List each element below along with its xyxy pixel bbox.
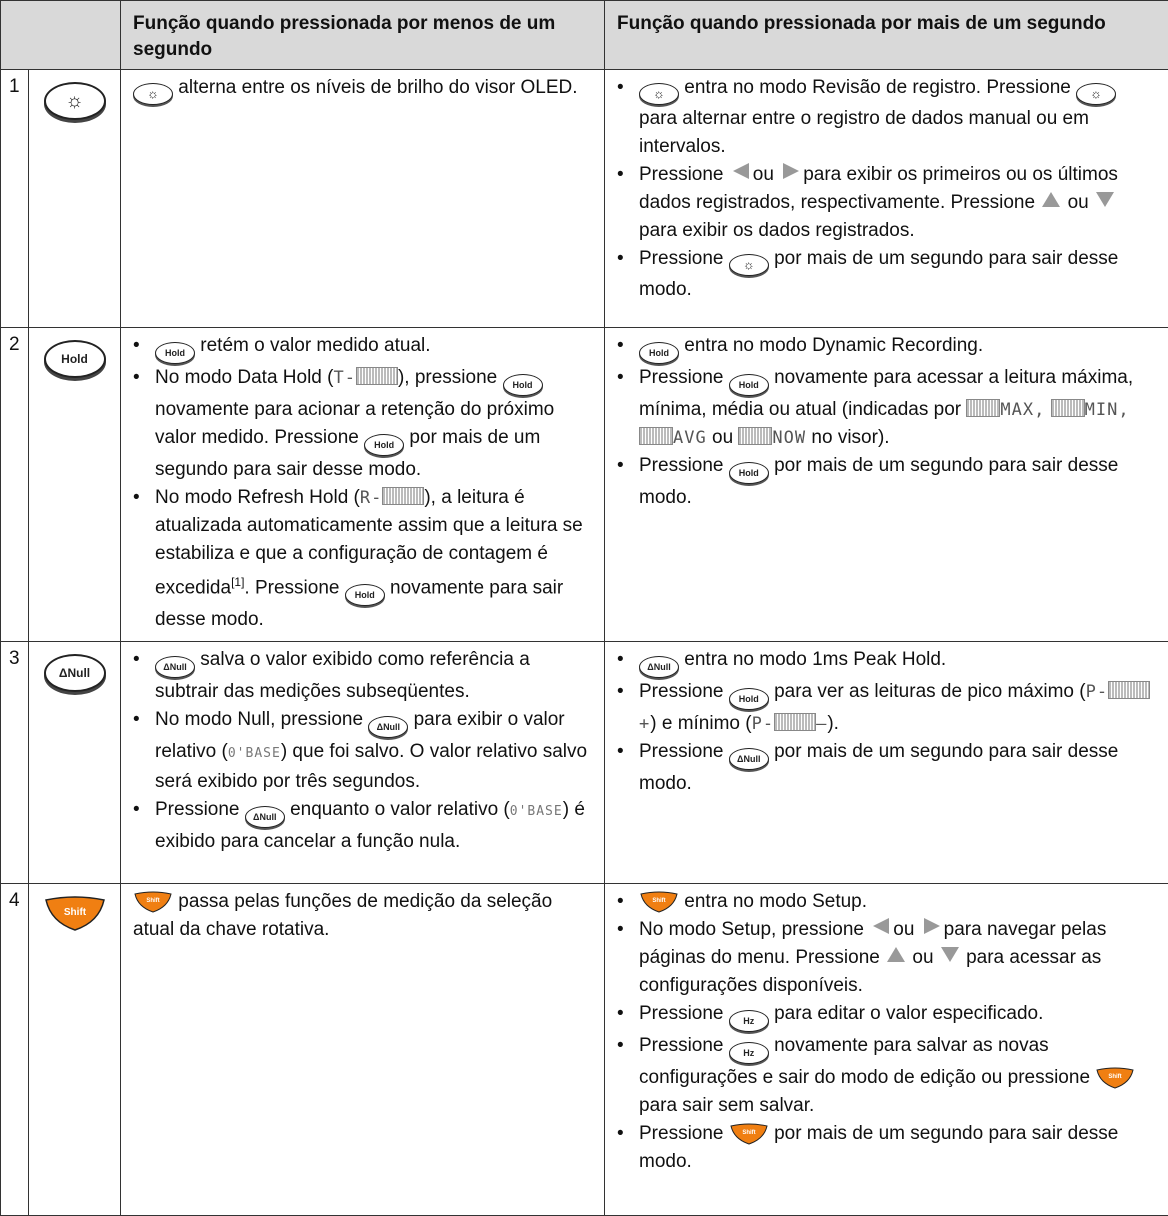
row-number: 3 xyxy=(1,642,29,884)
short-press-cell xyxy=(121,70,605,328)
key-cell xyxy=(29,328,121,642)
bullet-list xyxy=(617,888,1158,1176)
lcd-plus: + xyxy=(639,714,650,734)
short-press-cell xyxy=(121,328,605,642)
lcd-hold-segment xyxy=(356,367,398,385)
list-item: • No modo Refresh Hold (R- ), a leitura é atualizada automaticamente assim que a leitura se estabiliza e que a configuração de contagem é excedida[1]. Pressione Hold novamente para sair desse modo. xyxy=(133,484,594,634)
list-item: • Pressione Shift por mais de um segundo para sair desse modo. xyxy=(617,1120,1158,1176)
list-item: • Hold retém o valor medido atual. xyxy=(133,332,594,364)
table-header-row xyxy=(1,1,1168,70)
key-cell xyxy=(29,884,121,1216)
lcd-avg: AVG xyxy=(673,428,707,448)
shift-key-label: Shift xyxy=(1109,1074,1122,1080)
down-arrow-key-icon xyxy=(941,947,959,962)
long-press-cell xyxy=(605,328,1168,642)
up-arrow-key-icon xyxy=(887,947,905,962)
short-press-cell xyxy=(121,884,605,1216)
bullet-list xyxy=(133,646,594,856)
left-arrow-key-icon xyxy=(873,918,889,934)
footnote-ref: [1] xyxy=(231,575,244,589)
hold-key-icon: Hold xyxy=(44,340,106,378)
left-arrow-key-icon xyxy=(733,163,749,179)
backlight-key-icon: ☼ xyxy=(133,83,173,105)
shift-key-label: • Shift xyxy=(652,898,665,904)
list-item: • Shift entra no modo Setup. xyxy=(617,888,1158,916)
shift-key-icon xyxy=(639,891,679,913)
bullet-list xyxy=(617,74,1158,304)
lcd-rec-segment xyxy=(639,427,673,445)
description-text: passa pelas funções de medição da seleção atual da chave rotativa. xyxy=(133,891,552,940)
list-item: • ☼ entra no modo Revisão de registro. Pressione ☼ para alternar entre o registro de dados manual ou em intervalos. xyxy=(617,74,1158,161)
hz-key-icon: Hz xyxy=(729,1042,769,1064)
list-item: • Pressione Hold para ver as leituras de pico máximo (P-+) e mínimo (P- —). xyxy=(617,678,1158,738)
bullet-list xyxy=(133,332,594,634)
bullet-list xyxy=(617,332,1158,512)
description-text: alterna entre os níveis de brilho do visor OLED. xyxy=(178,77,577,98)
null-key-icon: ΔNull xyxy=(639,656,679,678)
hold-key-icon: Hold xyxy=(155,342,195,364)
backlight-key-icon: ☼ xyxy=(639,83,679,105)
hold-key-icon: Hold xyxy=(639,342,679,364)
null-key-icon: ΔNull xyxy=(368,716,408,738)
null-key-icon: ΔNull xyxy=(245,806,285,828)
list-item: • ΔNull entra no modo 1ms Peak Hold. xyxy=(617,646,1158,678)
lcd-hold-segment xyxy=(1108,681,1150,699)
up-arrow-key-icon xyxy=(1042,192,1060,207)
header-blank-cell xyxy=(1,1,121,70)
hold-key-icon: Hold xyxy=(364,434,404,456)
right-arrow-key-icon xyxy=(783,163,799,179)
lcd-rec-segment xyxy=(966,399,1000,417)
lcd-r-hold: R- xyxy=(360,488,382,508)
shift-key-label: Shift xyxy=(63,907,86,918)
lcd-max: MAX, xyxy=(1000,400,1045,420)
table-row xyxy=(1,642,1168,884)
table-row xyxy=(1,70,1168,328)
list-item: • ΔNull salva o valor exibido como referência a subtrair das medições subseqüentes. xyxy=(133,646,594,706)
lcd-minus: — xyxy=(816,714,827,734)
hold-key-icon: Hold xyxy=(729,688,769,710)
right-arrow-key-icon xyxy=(924,918,940,934)
lcd-min: MIN, xyxy=(1085,400,1130,420)
shift-key-label: Shift xyxy=(742,1130,755,1136)
long-press-cell xyxy=(605,642,1168,884)
null-key-icon: ΔNull xyxy=(729,748,769,770)
key-cell xyxy=(29,70,121,328)
header-short-press: Função quando pressionada por menos de um segundo xyxy=(121,1,605,70)
list-item: • Pressione ΔNull por mais de um segundo para sair desse modo. xyxy=(617,738,1158,798)
backlight-key-icon: ☼ xyxy=(44,82,106,120)
list-item: • Pressione Hold novamente para acessar a leitura máxima, mínima, média ou atual (indicadas por MAX, MIN, AVG ou NOW no visor). xyxy=(617,364,1158,452)
short-press-cell xyxy=(121,642,605,884)
lcd-base: 0'BASE xyxy=(228,746,281,761)
hz-key-icon: Hz xyxy=(729,1010,769,1032)
shift-key-icon xyxy=(133,891,173,913)
backlight-key-icon: ☼ xyxy=(729,254,769,276)
key-cell xyxy=(29,642,121,884)
row-number: 4 xyxy=(1,884,29,1216)
list-item: • Pressione Hz novamente para salvar as novas configurações e sair do modo de edição ou pressione Shift para sair sem salvar. xyxy=(617,1032,1158,1120)
row-number: 1 xyxy=(1,70,29,328)
lcd-p-hold: P- xyxy=(1086,682,1108,702)
null-key-icon: ΔNull xyxy=(155,656,195,678)
hold-key-icon: Hold xyxy=(729,462,769,484)
lcd-rec-segment xyxy=(738,427,772,445)
header-long-press: Função quando pressionada por mais de um segundo xyxy=(605,1,1168,70)
lcd-base: 0'BASE xyxy=(510,804,563,819)
lcd-p-hold: P- xyxy=(752,714,774,734)
list-item: • Pressione Hz para editar o valor especificado. xyxy=(617,1000,1158,1032)
lcd-hold-segment xyxy=(774,713,816,731)
list-item: • Pressione ou para exibir os primeiros ou os últimos dados registrados, respectivamente. Pressione ou para exibir os dados registrados. xyxy=(617,161,1158,245)
null-key-icon: ΔNull xyxy=(44,654,106,692)
list-item: • Pressione ☼ por mais de um segundo para sair desse modo. xyxy=(617,245,1158,304)
list-item: • No modo Setup, pressione ou para navegar pelas páginas do menu. Pressione ou para acessar as configurações disponíveis. xyxy=(617,916,1158,1000)
list-item: • Hold entra no modo Dynamic Recording. xyxy=(617,332,1158,364)
list-item: • Pressione ΔNull enquanto o valor relativo (0'BASE) é exibido para cancelar a função nula. xyxy=(133,796,594,856)
backlight-key-icon: ☼ xyxy=(1076,83,1116,105)
hold-key-icon: Hold xyxy=(345,584,385,606)
lcd-now: NOW xyxy=(772,428,806,448)
lcd-rec-segment xyxy=(1051,399,1085,417)
lcd-hold-segment xyxy=(382,487,424,505)
shift-key-icon xyxy=(1095,1067,1135,1089)
shift-key-icon xyxy=(729,1123,769,1145)
lcd-t-hold: T- xyxy=(333,368,355,388)
long-press-cell xyxy=(605,70,1168,328)
list-item: • No modo Data Hold (T- ), pressione Hold novamente para acionar a retenção do próximo valor medido. Pressione Hold por mais de um segundo para sair desse modo. xyxy=(133,364,594,484)
table-row xyxy=(1,884,1168,1216)
bullet-list xyxy=(617,646,1158,798)
row-number: 2 xyxy=(1,328,29,642)
hold-key-icon: Hold xyxy=(503,374,543,396)
shift-key-label: Shift xyxy=(146,898,159,904)
hold-key-icon: Hold xyxy=(729,374,769,396)
table-row xyxy=(1,328,1168,642)
list-item: • Pressione Hold por mais de um segundo para sair desse modo. xyxy=(617,452,1158,512)
list-item: • No modo Null, pressione ΔNull para exibir o valor relativo (0'BASE) que foi salvo. O valor relativo salvo será exibido por três segundos. xyxy=(133,706,594,796)
down-arrow-key-icon xyxy=(1096,192,1114,207)
shift-key-icon xyxy=(43,896,107,932)
long-press-cell xyxy=(605,884,1168,1216)
